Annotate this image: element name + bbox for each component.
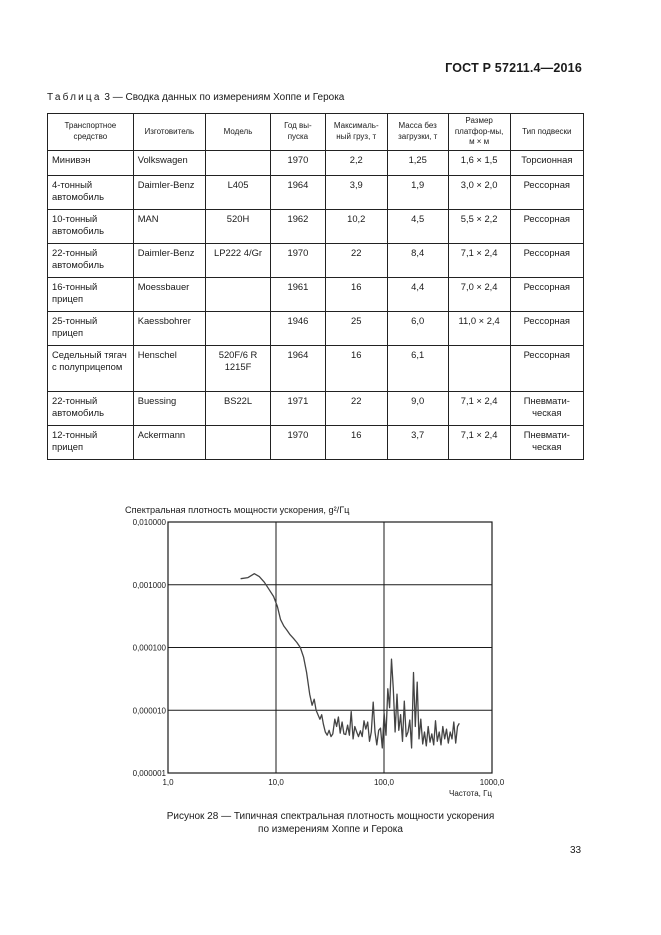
table-cell: 16 — [325, 277, 387, 311]
y-tick-label: 0,000001 — [132, 769, 166, 778]
figure-caption-line-2: по измерениям Хоппе и Герока — [258, 824, 403, 835]
y-tick-label: 0,000010 — [132, 706, 166, 716]
table-cell: Рессорная — [510, 175, 583, 209]
column-header: Модель — [205, 114, 270, 151]
x-tick-label: 1000,0 — [479, 778, 505, 787]
table-cell: 1971 — [271, 391, 326, 425]
table-cell: 4,4 — [387, 277, 448, 311]
psd-chart — [118, 500, 523, 805]
column-header: Размер платфор-мы, м × м — [448, 114, 510, 151]
table-cell — [205, 425, 270, 459]
psd-series-line — [241, 574, 460, 748]
table-cell: 1,9 — [387, 175, 448, 209]
table-caption-label: Таблица — [47, 92, 102, 103]
summary-table — [47, 113, 584, 460]
figure-caption-line-1: Рисунок 28 — Типичная спектральная плотность мощности ускорения — [166, 811, 495, 822]
table-cell: 1962 — [271, 209, 326, 243]
table-cell: 2,2 — [325, 150, 387, 175]
x-tick-label: 1,0 — [162, 778, 174, 787]
table-cell: 22-тонный автомобиль — [48, 243, 134, 277]
table-row — [48, 277, 584, 311]
table-cell: 1964 — [271, 345, 326, 391]
table-cell: Минивэн — [48, 150, 134, 175]
table-cell: 25-тонный прицеп — [48, 311, 134, 345]
table-cell: 10-тонный автомобиль — [48, 209, 134, 243]
table-cell — [448, 345, 510, 391]
table-header-row — [48, 114, 584, 151]
table-cell: 6,0 — [387, 311, 448, 345]
table-cell: 4,5 — [387, 209, 448, 243]
y-tick-label: 0,000100 — [132, 643, 166, 653]
table-cell: 1964 — [271, 175, 326, 209]
y-tick-label: 0,010000 — [132, 518, 166, 527]
column-header: Год вы-пуска — [271, 114, 326, 151]
table-row — [48, 311, 584, 345]
table-cell: BS22L — [205, 391, 270, 425]
standard-number: ГОСТ Р 57211.4—2016 — [445, 61, 582, 75]
table-cell: L405 — [205, 175, 270, 209]
chart-title: Спектральная плотность мощности ускорения, g²/Гц — [125, 505, 350, 515]
table-cell: Рессорная — [510, 345, 583, 391]
table-cell: 25 — [325, 311, 387, 345]
column-header: Транспортное средство — [48, 114, 134, 151]
table-caption — [47, 92, 344, 103]
table-row — [48, 391, 584, 425]
table-cell: Kaessbohrer — [133, 311, 205, 345]
x-tick-label: 100,0 — [373, 778, 395, 787]
table-cell — [205, 150, 270, 175]
x-axis-label: Частота, Гц — [448, 789, 492, 798]
table-cell: 7,1 × 2,4 — [448, 243, 510, 277]
table-cell: 22 — [325, 391, 387, 425]
page-number: 33 — [570, 845, 582, 856]
table-cell: Рессорная — [510, 311, 583, 345]
table-cell: 11,0 × 2,4 — [448, 311, 510, 345]
table-cell: 22 — [325, 243, 387, 277]
table-cell: 1970 — [271, 150, 326, 175]
table-cell: Buessing — [133, 391, 205, 425]
table-cell: MAN — [133, 209, 205, 243]
table-cell: 22-тонный автомобиль — [48, 391, 134, 425]
table-cell: 1961 — [271, 277, 326, 311]
column-header: Тип подвески — [510, 114, 583, 151]
table-cell: 16 — [325, 425, 387, 459]
table-cell: Daimler-Benz — [133, 175, 205, 209]
table-cell: Daimler-Benz — [133, 243, 205, 277]
table-row — [48, 425, 584, 459]
table-row — [48, 243, 584, 277]
table-cell: 16-тонный прицеп — [48, 277, 134, 311]
table-cell: 520H — [205, 209, 270, 243]
table-cell: 1,6 × 1,5 — [448, 150, 510, 175]
table-cell: 1970 — [271, 425, 326, 459]
table-row — [48, 175, 584, 209]
chart-ticks — [133, 518, 505, 787]
table-cell: 16 — [325, 345, 387, 391]
table-cell: 12-тонный прицеп — [48, 425, 134, 459]
table-cell: Торсионная — [510, 150, 583, 175]
table-cell: Пневмати-ческая — [510, 425, 583, 459]
table-caption-text: 3 — Сводка данных по измерениям Хоппе и Герока — [101, 92, 345, 103]
table-row — [48, 150, 584, 175]
table-cell: Рессорная — [510, 209, 583, 243]
table-cell: Henschel — [133, 345, 205, 391]
figure-caption — [0, 810, 661, 836]
table-cell — [205, 311, 270, 345]
table-cell: 4-тонный автомобиль — [48, 175, 134, 209]
table-cell: LP222 4/Gr — [205, 243, 270, 277]
table-cell: Пневмати-ческая — [510, 391, 583, 425]
table-cell: Volkswagen — [133, 150, 205, 175]
table-cell: 3,7 — [387, 425, 448, 459]
table-cell — [205, 277, 270, 311]
column-header: Максималь-ный груз, т — [325, 114, 387, 151]
table-cell: 10,2 — [325, 209, 387, 243]
table-cell: Седельный тягач с полуприцепом — [48, 345, 134, 391]
table-cell: 8,4 — [387, 243, 448, 277]
table-cell: Moessbauer — [133, 277, 205, 311]
y-tick-label: 0,001000 — [132, 580, 166, 590]
table-cell: 1970 — [271, 243, 326, 277]
table-cell: 520F/6 R 1215F — [205, 345, 270, 391]
table-cell: Рессорная — [510, 243, 583, 277]
column-header: Изготовитель — [133, 114, 205, 151]
table-row — [48, 209, 584, 243]
table-cell: 6,1 — [387, 345, 448, 391]
table-cell: Ackermann — [133, 425, 205, 459]
table-cell: 7,0 × 2,4 — [448, 277, 510, 311]
column-header: Масса без загрузки, т — [387, 114, 448, 151]
table-cell: 9,0 — [387, 391, 448, 425]
table-cell: Рессорная — [510, 277, 583, 311]
chart-series — [241, 574, 460, 748]
table-cell: 7,1 × 2,4 — [448, 391, 510, 425]
table-row — [48, 345, 584, 391]
table-cell: 5,5 × 2,2 — [448, 209, 510, 243]
table-cell: 7,1 × 2,4 — [448, 425, 510, 459]
table-cell: 3,9 — [325, 175, 387, 209]
table-cell: 3,0 × 2,0 — [448, 175, 510, 209]
table-cell: 1,25 — [387, 150, 448, 175]
table-cell: 1946 — [271, 311, 326, 345]
x-tick-label: 10,0 — [268, 778, 284, 787]
